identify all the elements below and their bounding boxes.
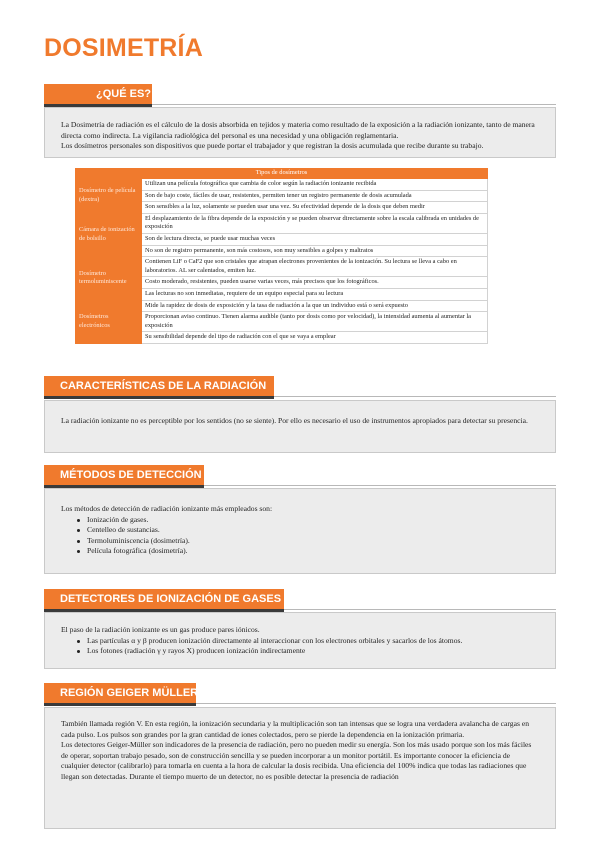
section-header: MÉTODOS DE DETECCIÓN [44,465,204,488]
table-cell: Son de lectura directa, se puede usar muchas veces [142,233,488,245]
section-geiger [44,683,556,829]
section-que-es [44,84,556,159]
paragraph: Los métodos de detección de radiación ionizante más empleados son: [61,504,273,513]
paragraph: Los detectores Geiger-Müller son indicadores de la presencia de radiación, pero no pueden medir su energía. Son los más usado porque son los más fáciles de operar, soportan trabajo pesado, son de construcción sencilla y se pueden incorporar a un monitor portátil. Es importante conocer la eficiencia de cualquier detector (calibrarlo) para tomarla en cuenta a la hora de calcular la dosis recibida. Una eficiencia del 100% indica que todas las radiaciones que llegan son detectadas. Durante el tiempo muerto de un detector, no es posible detectar la presencia de radiación [61,740,532,781]
section-divider [274,396,556,397]
paragraph: La radiación ionizante no es perceptible por los sentidos (no se siente). Por ello es necesario el uso de instrumentos apropiados para detectar su presencia. [61,416,528,425]
section-body [44,612,556,669]
table-category: Dosímetros electrónicos [76,300,142,343]
page-title: DOSIMETRÍA [44,34,203,62]
table-header: Tipos de dosímetros [76,169,488,179]
paragraph: También llamada región V. En esta región, la ionización secundaria y la multiplicación son tan intensas que se logra una verdadera avalancha de cargas en cada pulso. Los pulsos son grandes por la gran cantidad de iones colectados, pero se pierde la dependencia en la ionización primaria. [61,719,529,739]
list-item: Los fotones (radiación γ y rayos X) producen ionización indirectamente [77,646,539,657]
list-item: Película fotográfica (dosimetría). [77,546,539,557]
section-divider [196,703,556,704]
table-category: Dosímetro termoluminiscente [76,257,142,300]
list-item: Las partículas α y β producen ionización directamente al interaccionar con los electrones orbitales y sacarlos de los átomos. [77,636,539,647]
list-item: Termoluminiscencia (dosimetría). [77,536,539,547]
section-header: CARACTERÍSTICAS DE LA RADIACIÓN [44,376,274,399]
section-body [44,107,556,158]
table-category: Dosímetro de película (dextra) [76,179,142,214]
paragraph: Los dosímetros personales son dispositivos que puede portar el trabajador y que registran la dosis acumulada que recibe durante su trabajo. [61,141,484,151]
table-cell: Costo moderado, resistentes, pueden usarse varias veces, más precisos que los fotográficos. [142,277,488,289]
section-caracteristicas [44,376,556,454]
table-cell: No son de registro permanente, son más costosos, son muy sensibles a golpes y maltratos [142,245,488,257]
paragraph: El paso de la radiación ionizante es un gas produce pares iónicos. [61,625,260,634]
section-divider [152,104,556,105]
section-header: DETECTORES DE IONIZACIÓN DE GASES [44,589,284,612]
table-cell: Mide la rapidez de dosis de exposición y la tasa de radiación a la que un individuo está o será expuesto [142,300,488,312]
table-cell: El desplazamiento de la fibra depende de la exposición y se pueden observar directamente sobre la escala calibrada en unidades de exposición [142,213,488,233]
section-body [44,707,556,829]
section-divider [284,609,556,610]
table-cell: Contienen LiF o CaF2 que son cristales que atrapan electrones provenientes de la ionización. Su lectura se lleva a cabo en laboratorios. AL ser calentados, emiten luz. [142,257,488,277]
table-cell: Son sensibles a la luz, solamente se pueden usar una vez. Su efectividad depende de la dosis que deben medir [142,202,488,214]
table-cell: Proporcionan aviso continuo. Tienen alarma audible (tanto por dosis como por velocidad), la intensidad aumenta al aumentar la exposición [142,312,488,332]
paragraph: La Dosimetría de radiación es el cálculo de la dosis absorbida en tejidos y materia como resultado de la exposición a la radiación ionizante, tanto de manera directa como indirecta. La vigilancia radiológica del personal es una necesidad y una obligación reglamentaria. [61,120,535,140]
section-header: REGIÓN GEIGER MÜLLER [44,683,196,706]
section-divider [204,485,556,486]
section-body [44,400,556,453]
table-cell: Son de bajo coste, fáciles de usar, resistentes, permiten tener un registro permanente de dosis acumulada [142,190,488,202]
bullet-list [61,636,539,657]
bullet-list [61,515,539,557]
list-item: Centelleo de sustancias. [77,525,539,536]
table-category: Cámara de ionización de bolsillo [76,213,142,256]
section-detectores [44,589,556,670]
table-cell: Su sensibilidad depende del tipo de radiación con el que se vaya a emplear [142,332,488,344]
section-metodos [44,465,556,575]
table-cell: Utilizan una película fotográfica que cambia de color según la radiación ionizante recibida [142,179,488,191]
list-item: Ionización de gases. [77,515,539,526]
dosimeter-types-table [75,168,488,344]
section-body [44,488,556,574]
table-cell: Las lecturas no son inmediatas, requiere de un equipo especial para su lectura [142,288,488,300]
section-header: ¿QUÉ ES? [44,84,152,107]
